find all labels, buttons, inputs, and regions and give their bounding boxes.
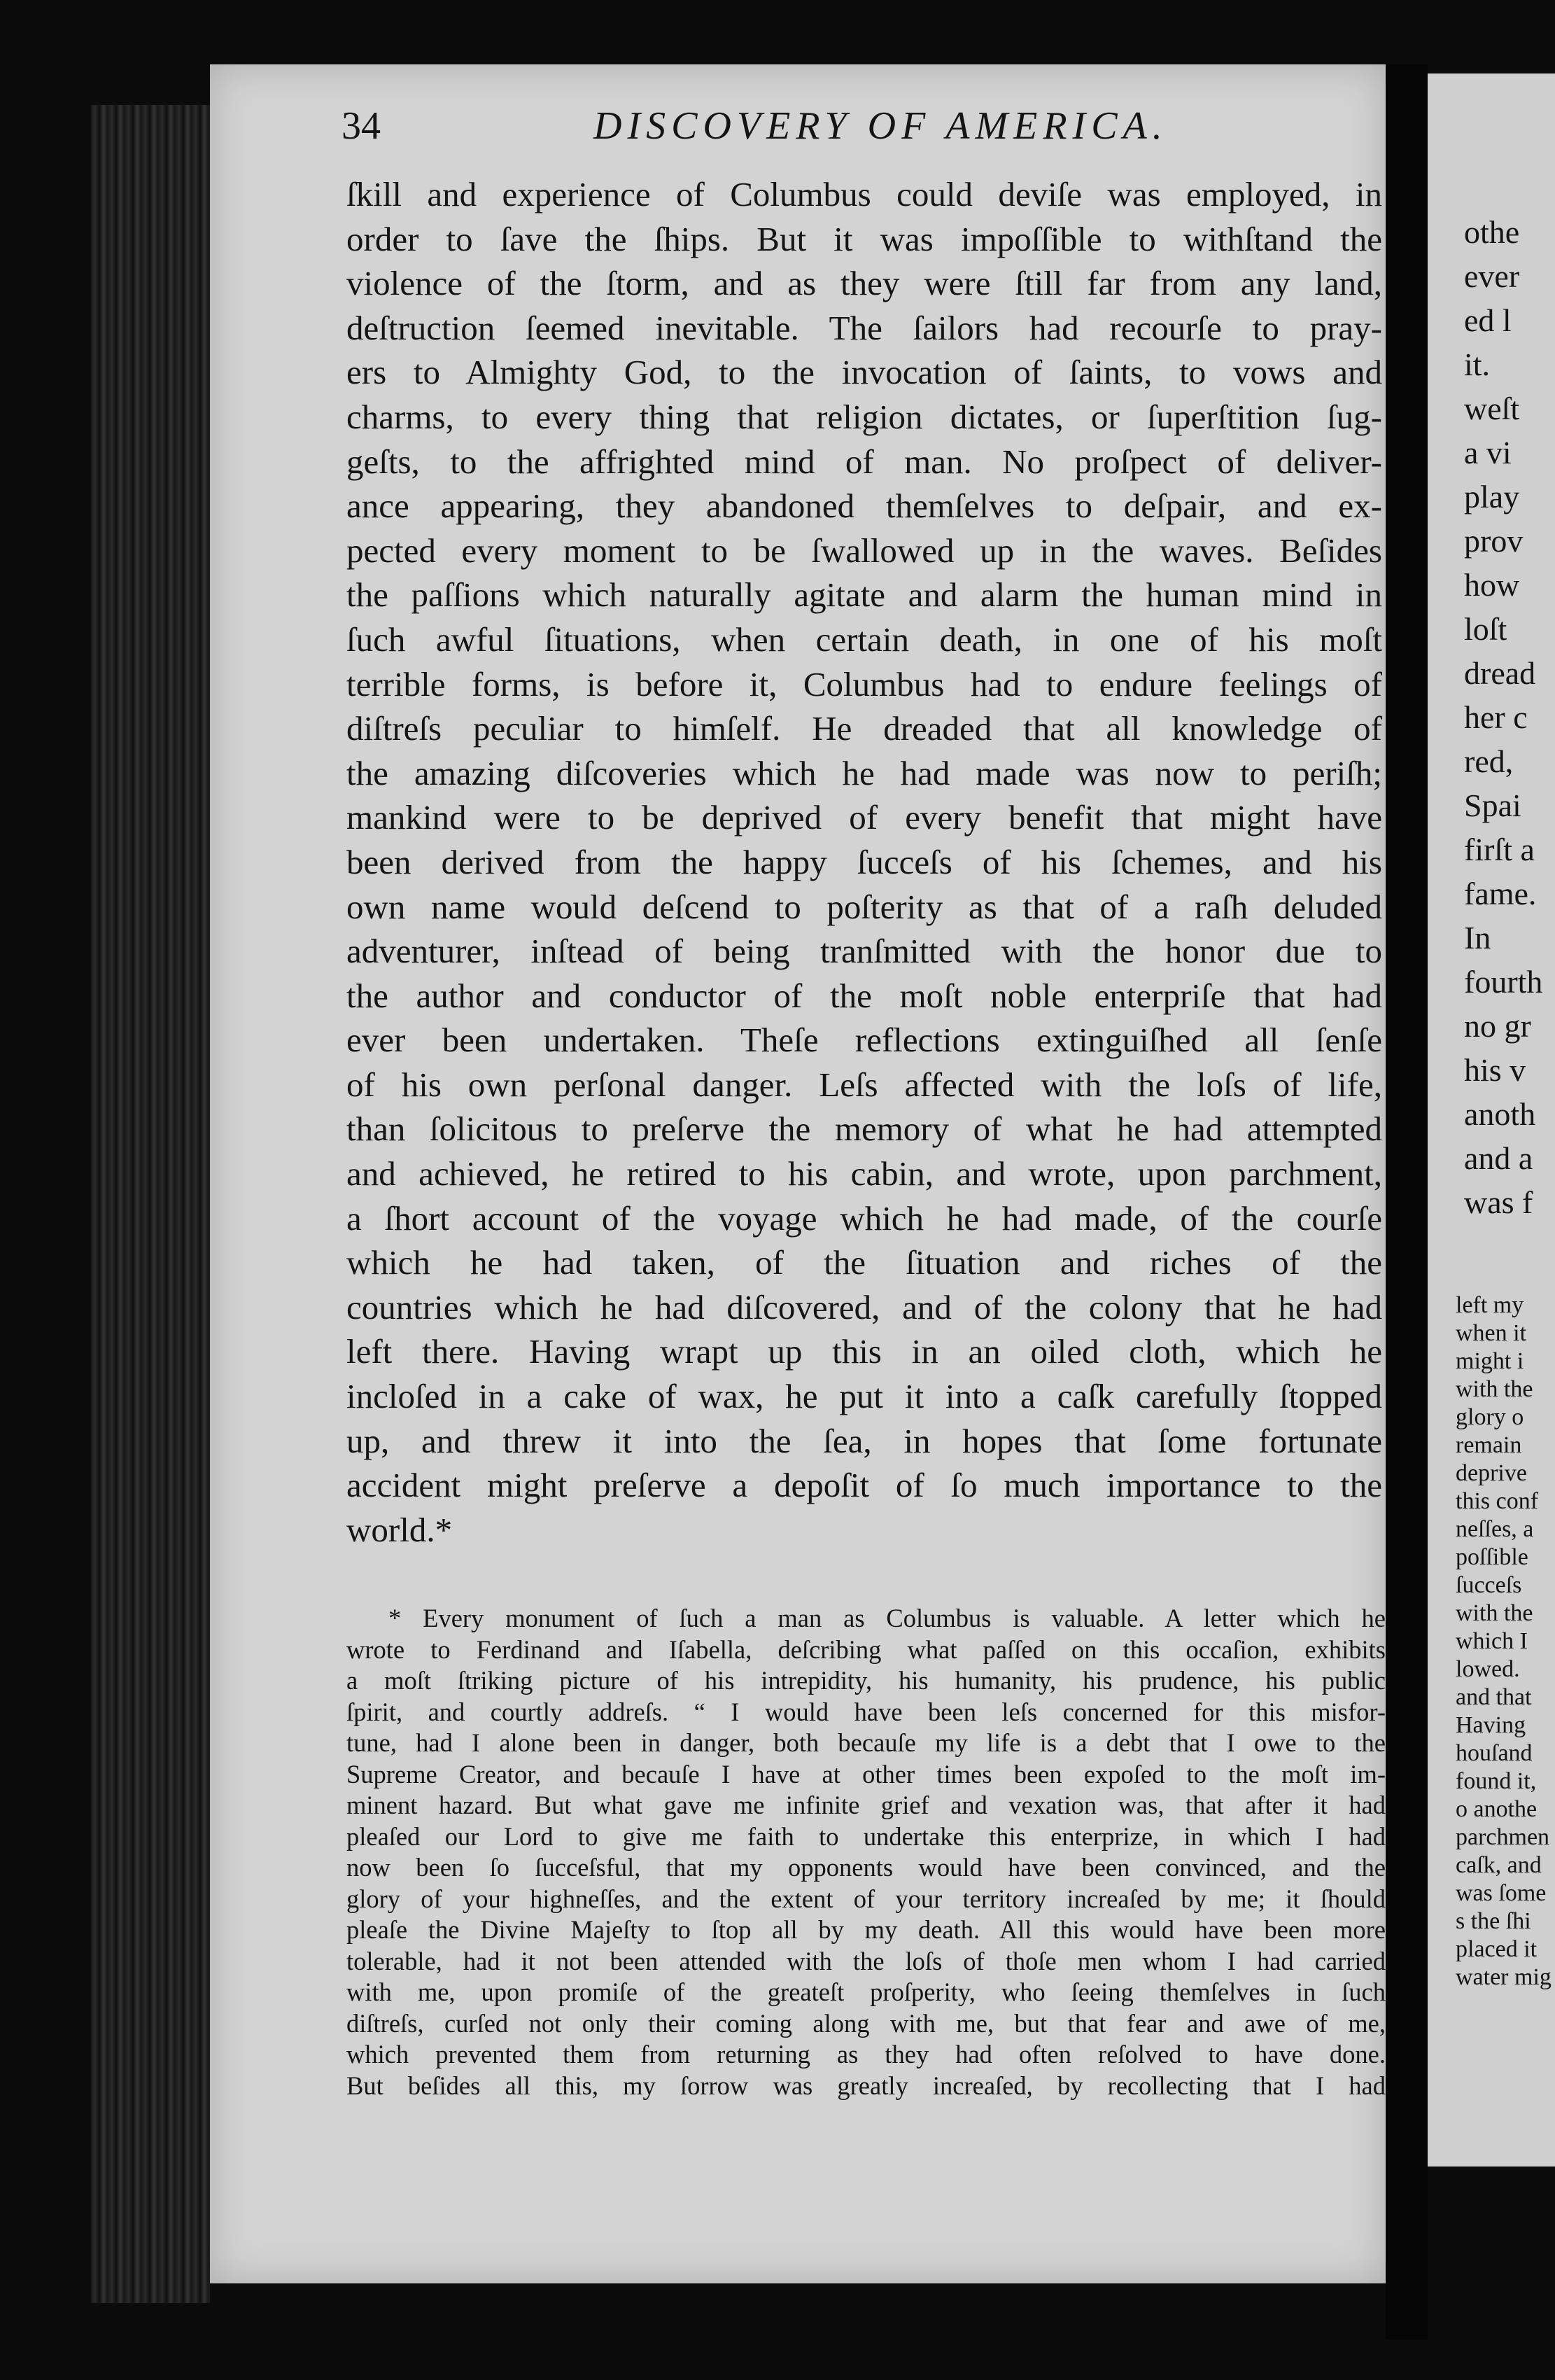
footnote-line: now been ſo ſucceſsful, that my opponents would have been convinced, and the [346,1853,1386,1882]
page-gutter [1386,64,1428,2339]
facing-page-line: weſt [1464,391,1520,426]
facing-footnote-line: Having [1456,1712,1526,1738]
text-line: ever been undertaken. Theſe reflections extinguiſhed all ſenſe [346,1021,1382,1060]
facing-footnote-line: was ſome [1456,1880,1547,1906]
footnote-line: pleaſed our Lord to give me faith to undertake this enterprize, in which I had [346,1821,1386,1851]
text-line: than ſolicitous to preſerve the memory of what he had attempted [346,1110,1382,1149]
facing-page-line: ed l [1464,302,1512,338]
facing-page-line: fame. [1464,876,1537,911]
facing-page-line: othe [1464,214,1520,250]
facing-footnote-line: found it, [1456,1768,1537,1794]
running-header [342,104,1181,160]
facing-footnote-line: remain [1456,1432,1522,1458]
facing-footnote-line: poſſible [1456,1544,1528,1570]
facing-page-line: firſt a [1464,832,1535,867]
text-line: which he had taken, of the ſituation and riches of the [346,1243,1382,1282]
facing-page-line: prov [1464,523,1524,559]
facing-footnote-line: when it [1456,1320,1527,1346]
text-line: diſtreſs peculiar to himſelf. He dreaded that all knowledge of [346,709,1382,748]
facing-page-text [1464,210,1555,1224]
footnote-line: which prevented them from returning as they had often reſolved to have done. [346,2040,1386,2068]
facing-footnote-line: ſucceſs [1456,1572,1522,1598]
footnote-line: minent hazard. But what gave me infinite grief and vexation was, that after it had [346,1791,1386,1819]
text-line: mankind were to be deprived of every benefit that might have [346,798,1382,837]
facing-footnote-line: parchmen [1456,1824,1550,1850]
text-line: adventurer, inſtead of being tranſmitted with the honor due to [346,932,1382,971]
footnote-line: a moſt ſtriking picture of his intrepidity, his humanity, his prudence, his public [346,1666,1386,1695]
footnote-line: pleaſe the Divine Majeſty to ſtop all by my death. All this would have been more [346,1915,1386,1944]
footnote-line: Supreme Creator, and becauſe I have at other times been expoſed to the moſt im- [346,1759,1386,1788]
text-line: order to ſave the ſhips. But it was impoſſible to withſtand the [346,219,1382,258]
facing-page-line: dread [1464,655,1536,691]
facing-page-line: fourth [1464,964,1543,1000]
facing-page-line: loſt [1464,611,1507,647]
facing-footnote-line: might i [1456,1348,1524,1374]
text-line: ſuch awful ſituations, when certain death, in one of his moſt [346,620,1382,659]
facing-page-line: anoth [1464,1096,1536,1132]
text-line: ſkill and experience of Columbus could deviſe was employed, in [346,175,1382,214]
facing-footnote-line: with the [1456,1376,1533,1402]
footnote [346,1603,1386,2101]
footnote-line: wrote to Ferdinand and Iſabella, deſcribing what paſſed on this occaſion, exhibits [346,1634,1386,1664]
facing-footnote-line: o anothe [1456,1796,1538,1822]
facing-footnote-line: water mig [1456,1964,1552,1990]
text-line: geſts, to the affrighted mind of man. No proſpect of deliver- [346,442,1382,481]
footnote-line: But beſides all this, my ſorrow was greatly increaſed, by recollecting that I had [346,2071,1386,2100]
text-line: the author and conductor of the moſt noble enterpriſe that had [346,976,1382,1015]
text-line: and achieved, he retired to his cabin, and wrote, upon parchment, [346,1154,1382,1194]
text-line: been derived from the happy ſucceſs of his ſchemes, and his [346,842,1382,881]
footnote-line: with me, upon promiſe of the greateſt proſperity, who ſeeing themſelves in ſuch [346,1977,1386,2006]
text-line: world.* [346,1510,453,1549]
facing-page-line: play [1464,479,1520,514]
running-title: DISCOVERY OF AMERICA. [593,104,1168,148]
footnote-line: tolerable, had it not been attended with the loſs of thoſe men whom I had carried [346,1946,1386,1975]
facing-footnote-line: this conf [1456,1488,1539,1514]
facing-page-line: her c [1464,699,1528,735]
facing-page-line: his v [1464,1052,1526,1088]
facing-page-line: ever [1464,258,1520,294]
text-line: of his own perſonal danger. Leſs affected with the loſs of life, [346,1065,1382,1104]
text-line: violence of the ſtorm, and as they were ſtill far from any land, [346,264,1382,303]
footnote-line: tune, had I alone been in danger, both becauſe my life is a debt that I owe to the [346,1728,1386,1757]
facing-page-line: how [1464,567,1520,603]
facing-footnote-line: s the ſhi [1456,1908,1531,1934]
facing-footnote-line: houſand [1456,1740,1533,1766]
facing-footnote-line: deprive [1456,1460,1527,1486]
text-line: own name would deſcend to poſterity as that of a raſh deluded [346,887,1382,926]
footnote-line: glory of your highneſſes, and the extent of your territory increaſed by me; it ſhould [346,1884,1386,1913]
facing-page-line: it. [1464,346,1491,382]
facing-page-line: no gr [1464,1008,1531,1044]
facing-footnote-line: lowed. [1456,1656,1520,1682]
facing-page-line: red, [1464,743,1514,779]
facing-footnote-line: and that [1456,1684,1532,1710]
facing-footnote-line: with the [1456,1600,1533,1626]
text-line: ance appearing, they abandoned themſelves to deſpair, and ex- [346,486,1382,526]
text-line: a ſhort account of the voyage which he had made, of the courſe [346,1198,1382,1238]
text-line: up, and threw it into the ſea, in hopes that ſome fortunate [346,1421,1382,1460]
facing-page-line: was f [1464,1184,1533,1220]
text-line: the amazing diſcoveries which he had made was now to periſh; [346,753,1382,792]
book-binding [91,105,210,2303]
text-line: incloſed in a cake of wax, he put it into a caſk carefully ſtopped [346,1377,1382,1416]
facing-page-line: In [1464,920,1491,955]
footnote-line: * Every monument of ſuch a man as Columbus is valuable. A letter which he [388,1604,1386,1632]
text-line: terrible forms, is before it, Columbus had to endure feelings of [346,664,1382,704]
facing-footnote-line: placed it [1456,1936,1538,1962]
text-line: deſtruction ſeemed inevitable. The ſailors had recourſe to pray- [346,308,1382,347]
page-number: 34 [342,104,381,148]
facing-footnote-line: caſk, and [1456,1852,1542,1878]
facing-footnote-line: which I [1456,1628,1528,1654]
facing-footnote-line: glory o [1456,1404,1524,1430]
facing-page-footnote [1456,1292,1555,1991]
text-line: ers to Almighty God, to the invocation of ſaints, to vows and [346,353,1382,392]
text-line: charms, to every thing that religion dictates, or ſuperſtition ſug- [346,397,1382,436]
facing-footnote-line: left my [1456,1292,1524,1318]
facing-page-line: Spai [1464,788,1521,823]
facing-footnote-line: neſſes, a [1456,1516,1534,1542]
text-line: pected every moment to be ſwallowed up in the waves. Beſides [346,531,1382,570]
text-line: left there. Having wrapt up this in an oiled cloth, which he [346,1332,1382,1371]
facing-page-line: a vi [1464,435,1512,470]
facing-page-line: and a [1464,1140,1533,1176]
text-line: accident might preſerve a depoſit of ſo much importance to the [346,1466,1382,1505]
body-text [346,172,1382,1552]
text-line: countries which he had diſcovered, and of the colony that he had [346,1287,1382,1326]
text-line: the paſſions which naturally agitate and alarm the human mind in [346,575,1382,615]
footnote-line: ſpirit, and courtly addreſs. “ I would have been leſs concerned for this misfor- [346,1697,1386,1726]
footnote-line: diſtreſs, curſed not only their coming along with me, but that fear and awe of me, [346,2008,1386,2038]
